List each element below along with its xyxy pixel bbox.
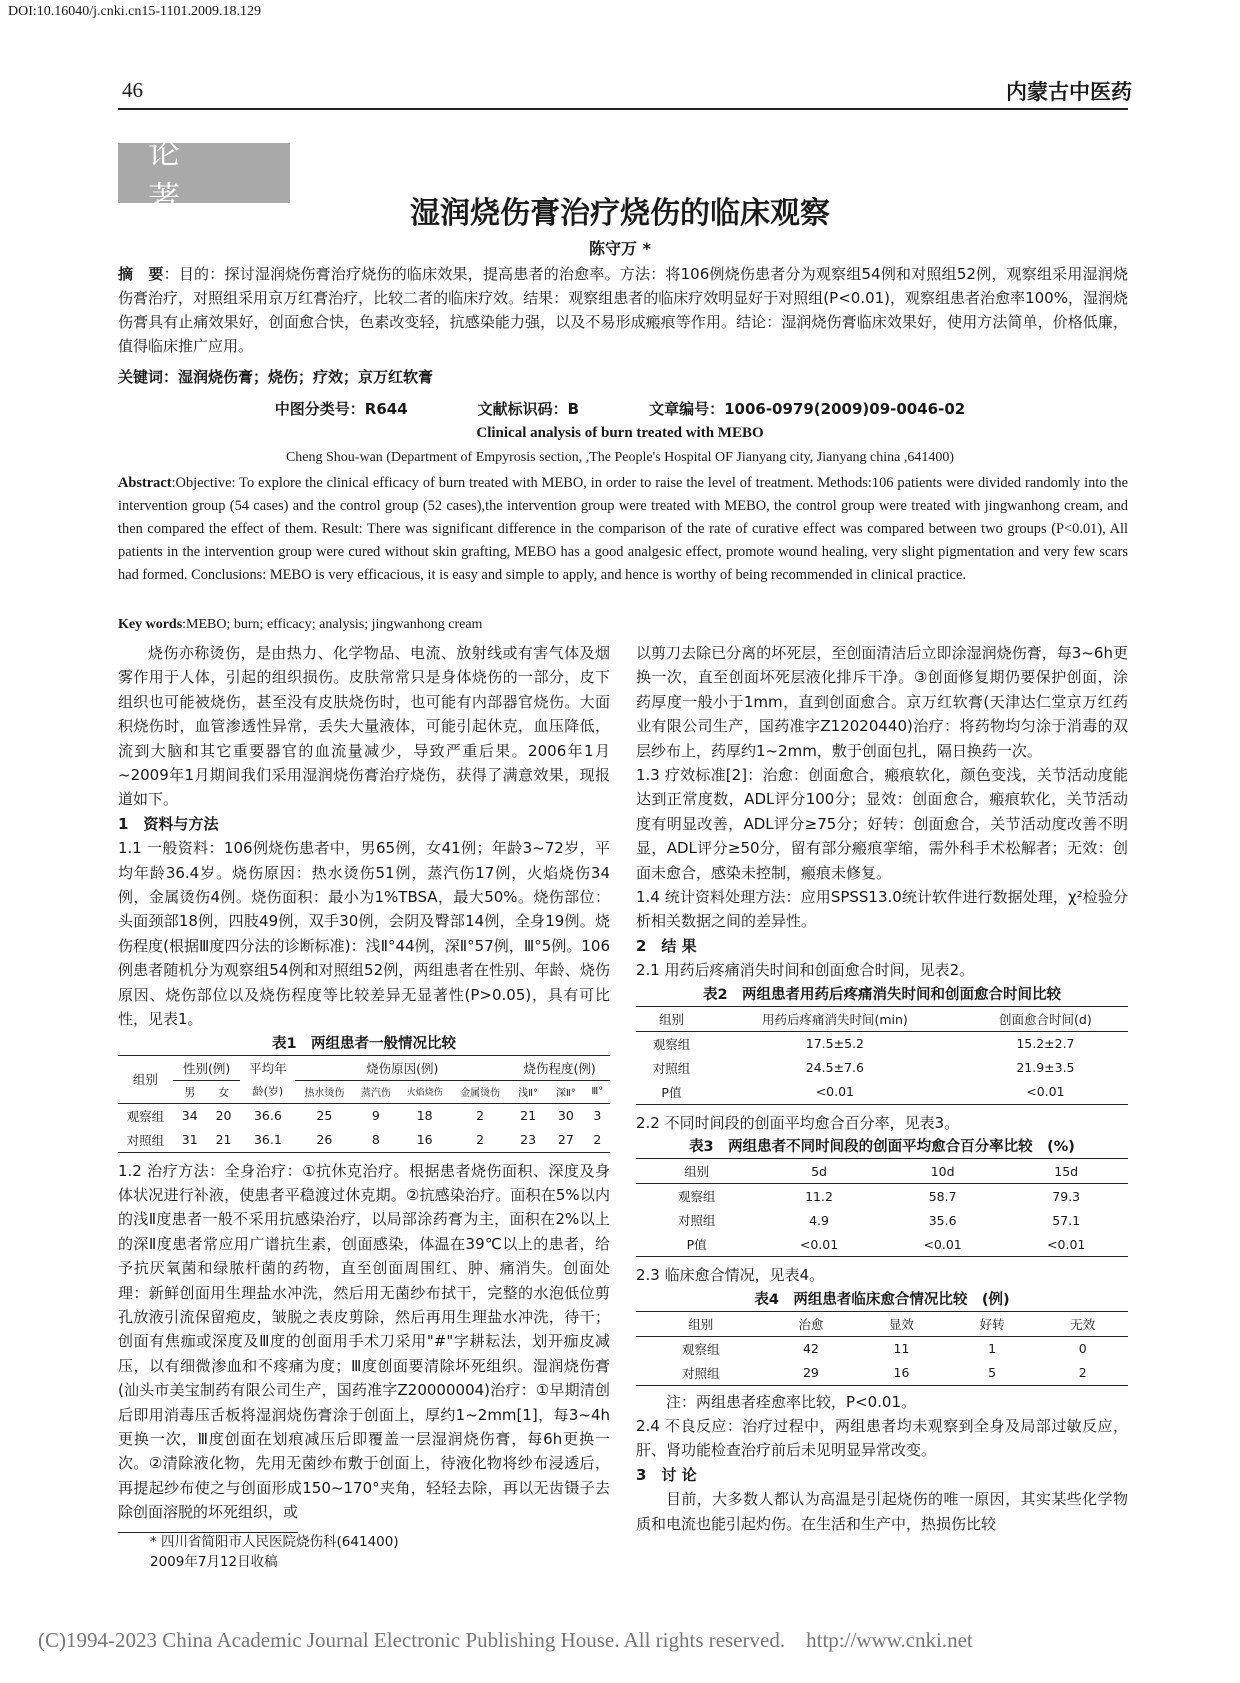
table3-header: 10d xyxy=(930,1163,955,1179)
table2-caption: 表2 两组患者用药后疼痛消失时间和创面愈合时间比较 xyxy=(702,986,1062,1003)
table-cell: 21 xyxy=(215,1132,232,1147)
table1-subheader: 女 xyxy=(218,1085,230,1099)
abstract-cn xyxy=(118,262,1128,358)
table-cell: 2 xyxy=(1078,1365,1087,1380)
table4-header: 显效 xyxy=(888,1316,914,1332)
table-cell: 观察组 xyxy=(677,1189,716,1205)
table2-header: 创面愈合时间(d) xyxy=(999,1011,1092,1027)
author: 陈守万 * xyxy=(589,239,651,258)
table-row xyxy=(636,1361,1128,1386)
english-abstract-text: :Objective: To explore the clinical efficacy of burn treated with MEBO, in order to raise the level of treatment. Methods:106 patients were divided randomly into the intervention group (54 cases) and the control group (52 cases),the intervention group were treated with MEBO, the control group were treated with jingwanhong cream, and then compared the effect of them. Result: There was significant difference in the comparison of the rate of curative effect was compared between two groups (P<0.01), All patients in the intervention group were cured without skin grafting, MEBO has a good analgesic effect, promote wound healing, very slight pigmentation and very few scars had formed. Conclusions: MEBO is very efficacious, it is easy and simple to apply, and hence is worthy of being recommended in clinical practice. xyxy=(118,475,1128,583)
table-cell: P值 xyxy=(661,1084,682,1100)
results-2-3: 2.3 临床愈合情况，见表4。 xyxy=(636,1266,825,1285)
table-cell: 观察组 xyxy=(682,1341,720,1357)
table-cell: 79.3 xyxy=(1052,1188,1081,1204)
discussion-paragraph: 目前，大多数人都认为高温是引起烧伤的唯一原因，其实某些化学物质和电流也能引起灼伤。在生活和生产中，热损伤比较 xyxy=(636,1490,1128,1533)
abstract-text: ：目的：探讨湿润烧伤膏治疗烧伤的临床效果，提高患者的治愈率。方法：将106例烧伤患者分为观察组54例和对照组52例，观察组采用湿润烧伤膏治疗，对照组采用京万红膏治疗，比较二者的临床疗效。结果：观察组患者的临床疗效明显好于对照组(P<0.01)，观察组患者治愈率100%，湿润烧伤膏具有止痛效果好，创面愈合快，色素改变轻，抗感染能力强，以及不易形成瘢痕等作用。结论：湿润烧伤膏临床效果好，使用方法简单，价格低廉，值得临床推广应用。 xyxy=(118,265,1128,355)
table-cell: 25 xyxy=(316,1108,333,1123)
statistics-paragraph: 1.4 统计资料处理方法：应用SPSS13.0统计软件进行数据处理，χ²检验分析相关数据之间的差异性。 xyxy=(636,888,1128,931)
table-cell: 31 xyxy=(181,1132,198,1147)
table-cell: 18 xyxy=(416,1108,433,1123)
table-cell: 2 xyxy=(476,1108,485,1123)
section-label: 论 著 xyxy=(118,143,290,203)
table4 xyxy=(636,1311,1128,1386)
section-3-heading: 3 讨 论 xyxy=(636,1465,697,1484)
table-row xyxy=(636,1080,1128,1105)
article-title: 湿润烧伤膏治疗烧伤的临床观察 xyxy=(410,196,830,231)
table-cell: 4.9 xyxy=(809,1212,829,1228)
table2 xyxy=(636,1006,1128,1105)
table3-header: 5d xyxy=(811,1163,827,1179)
english-abstract-label: Abstract xyxy=(118,475,172,491)
table4-header: 无效 xyxy=(1070,1316,1096,1332)
table-cell: 35.6 xyxy=(928,1212,957,1228)
table3 xyxy=(636,1158,1128,1257)
treatment-paragraph: 1.2 治疗方法：全身治疗：①抗休克治疗。根据患者烧伤面积、深度及身体状况进行补液，使患者平稳渡过休克期。②抗感染治疗。面积在5%以内的浅Ⅱ度患者一般不采用抗感染治疗，以局部涂药膏为主，面积在2%以上的深Ⅱ度患者常应用广谱抗生素，创面感染，体温在39℃以上的患者，给予抗厌氧菌和绿脓杆菌的药物，直至创面周围红、肿、痛消失。创面处理：新鲜创面用生理盐水冲洗，然后用无菌纱布拭干，完整的水泡低位剪孔放液引流保留疱皮，皱脱之表皮剪除，然后再用生理盐水冲洗，待干；创面有焦痂或深度及Ⅲ度的创面用手术刀采用"#"字耕耘法，划开痂皮减压，以有细微渗血和不疼痛为度；Ⅲ度创面要清除坏死组织。湿润烧伤膏(汕头市美宝制药有限公司生产，国药准字Z20000004)治疗：①早期清创后即用消毒压舌板将湿润烧伤膏涂于创面上，厚约1~2mm[1]，每3~4h更换一次，Ⅲ度创面在划痕减压后即覆盖一层湿润烧伤膏，每6h更换一次。②清除液化物，先用无菌纱布敷于创面上，待液化物将纱布浸透后，再提起纱布使之与创面形成150~170°夹角，轻轻去除，再以无齿镊子去除创面溶脱的坏死组织，或 xyxy=(118,1161,610,1522)
table4-header: 组别 xyxy=(688,1316,714,1332)
table4-note: 注：两组患者痊愈率比较，P<0.01。 xyxy=(666,1392,917,1411)
table-cell: 36.1 xyxy=(253,1132,282,1147)
table-row xyxy=(636,1208,1128,1232)
doi-line: DOI:10.16040/j.cnki.cn15-1101.2009.18.129 xyxy=(8,4,262,19)
treatment-continued: 以剪刀去除已分离的坏死层，至创面清洁后立即涂湿润烧伤膏，每3~6h更换一次，直至创面坏死层液化排斥干净。③创面修复期仍要保护创面，涂药厚度一般小于1mm，直到创面愈合。京万红软膏(天津达仁堂京万红药业有限公司生产，国药准字Z12020440)治疗：将药物均匀涂于消毒的双层纱布上，药厚约1~2mm，敷于创面包扎，隔日换药一次。 xyxy=(636,644,1128,760)
table-cell: 观察组 xyxy=(652,1036,691,1052)
english-affiliation: Cheng Shou-wan (Department of Empyrosis section, ,The People's Hospital OF Jianyang city, Jianyang china ,641400) xyxy=(285,450,955,465)
table-cell: 2 xyxy=(476,1132,485,1147)
english-keywords-label: Key words xyxy=(118,617,183,632)
table1-subheader: 蒸汽伤 xyxy=(360,1088,391,1099)
table-cell: 17.5±5.2 xyxy=(805,1036,864,1052)
table-cell: 观察组 xyxy=(126,1108,165,1124)
criteria-paragraph: 1.3 疗效标准[2]：治愈：创面愈合，瘢痕软化，颜色变浅，关节活动度能达到正常度数，ADL评分100分；显效：创面愈合，瘢痕软化，关节活动度有明显改善，ADL评分≥75分；好转：创面愈合，关节活动度改善不明显，ADL评分≥50分，留有部分瘢痕挛缩，需外科手术松解者；无效：创面未愈合，感染未控制，瘢痕未修复。 xyxy=(636,766,1128,882)
copyright-line: (C)1994-2023 China Academic Journal Electronic Publishing House. All rights reserved. http://www.cnki.net xyxy=(38,1628,973,1652)
table-cell: 20 xyxy=(215,1108,232,1123)
table-row xyxy=(636,1056,1128,1080)
abstract-label: 摘 要 xyxy=(118,265,164,283)
table1-subheader: 浅Ⅱ° xyxy=(518,1088,539,1099)
table-cell: <0.01 xyxy=(1047,1236,1086,1252)
table-cell: 57.1 xyxy=(1052,1212,1081,1228)
header-rule xyxy=(118,108,1128,110)
results-2-2: 2.2 不同时间段的创面平均愈合百分率，见表3。 xyxy=(636,1113,960,1132)
table1-header: 烧伤程度(例) xyxy=(509,1055,610,1080)
table1-subheader: 深Ⅱ° xyxy=(555,1088,576,1099)
table-cell: 5 xyxy=(988,1365,997,1380)
table-cell: 0 xyxy=(1078,1341,1087,1356)
table-cell: 30 xyxy=(557,1108,574,1123)
english-title: Clinical analysis of burn treated with MEBO xyxy=(476,425,764,441)
table-cell: 27 xyxy=(557,1132,574,1147)
table-row xyxy=(118,1128,610,1153)
table-cell: 16 xyxy=(416,1132,433,1147)
table-cell: 36.6 xyxy=(253,1108,282,1123)
table-row xyxy=(636,1336,1128,1361)
table-cell: 34 xyxy=(181,1108,198,1123)
footnote-received: 2009年7月12日收稿 xyxy=(150,1554,278,1570)
results-2-4: 2.4 不良反应：治疗过程中，两组患者均未观察到全身及局部过敏反应，肝、肾功能检查治疗前后未见明显异常改变。 xyxy=(636,1416,1128,1460)
table4-header: 好转 xyxy=(979,1316,1005,1332)
table-cell: 11 xyxy=(893,1341,910,1356)
table-cell: 16 xyxy=(893,1365,910,1380)
english-keywords xyxy=(118,617,1128,633)
table-cell: 29 xyxy=(802,1365,819,1380)
table-cell: <0.01 xyxy=(799,1236,839,1252)
table-cell: 2 xyxy=(593,1132,602,1147)
table1-subheader: Ⅲ° xyxy=(591,1086,604,1097)
table1-subheader: 金属烫伤 xyxy=(460,1088,501,1099)
table1-subheader: 男 xyxy=(184,1085,196,1099)
table4-header: 治愈 xyxy=(798,1316,824,1332)
doc-code: 文献标识码：B xyxy=(477,400,580,418)
table-cell: P值 xyxy=(686,1237,707,1253)
table-cell: 26 xyxy=(316,1132,333,1147)
table-cell: 24.5±7.6 xyxy=(805,1060,864,1076)
right-column xyxy=(636,641,1128,1536)
table1-header: 性别(例) xyxy=(173,1055,241,1080)
footnote-affiliation: * 四川省简阳市人民医院烧伤科(641400) xyxy=(150,1534,399,1550)
table1-header: 烧伤原因(例) xyxy=(295,1055,509,1080)
page-number: 46 xyxy=(122,78,143,102)
article-number: 文章编号：1006-0979(2009)09-0046-02 xyxy=(649,400,966,418)
journal-name: 内蒙古中医药 xyxy=(1006,80,1132,104)
english-abstract xyxy=(118,472,1128,587)
class-number: 中图分类号：R644 xyxy=(274,400,408,418)
table3-caption: 表3 两组患者不同时间段的创面平均愈合百分率比较 (%) xyxy=(689,1139,1075,1156)
table-cell: 23 xyxy=(520,1132,537,1147)
table-cell: 42 xyxy=(802,1341,819,1356)
classification-line xyxy=(0,398,1240,419)
table1-header: 平均年 xyxy=(249,1060,287,1076)
table1-header: 组别 xyxy=(118,1055,173,1103)
intro-paragraph: 烧伤亦称烫伤，是由热力、化学物品、电流、放射线或有害气体及烟雾作用于人体，引起的组织损伤。皮肤常常只是身体烧伤的一部分，皮下组织也可能被烧伤，甚至没有皮肤烧伤时，也可能有内部器官烧伤。大面积烧伤时，血管渗透性异常，丢失大量液体，可能引起休克，血压降低，流到大脑和其它重要器官的血流量减少，导致严重后果。2006年1月~2009年1月期间我们采用湿润烧伤膏治疗烧伤，获得了满意效果，现报道如下。 xyxy=(118,644,610,809)
table-cell: 对照组 xyxy=(126,1132,165,1148)
table3-header: 15d xyxy=(1054,1163,1079,1179)
table-cell: <0.01 xyxy=(923,1236,962,1252)
table-cell: 对照组 xyxy=(677,1213,716,1229)
table-row xyxy=(636,1031,1128,1056)
general-data-paragraph: 1.1 一般资料：106例烧伤患者中，男65例，女41例；年龄3~72岁，平均年龄36.4岁。烧伤原因：热水烫伤51例，蒸汽伤17例，火焰烧伤34例，金属烫伤4例。烧伤面积：最小为1%TBSA，最大50%。烧伤部位：头面颈部18例，四肢49例，双手30例，会阴及臀部14例，全身19例。烧伤程度(根据Ⅲ度四分法的诊断标准)：浅Ⅱ°44例，深Ⅱ°57例，Ⅲ°5例。106例患者随机分为观察组54例和对照组52例，两组患者在性别、年龄、烧伤原因、烧伤部位以及烧伤程度等比较差异无显著性(P>0.05)，具有可比性，见表1。 xyxy=(118,839,610,1029)
table-cell: 1 xyxy=(988,1341,997,1356)
table-row xyxy=(118,1103,610,1128)
table-cell: 15.2±2.7 xyxy=(1016,1036,1075,1052)
table-cell: <0.01 xyxy=(815,1084,855,1100)
english-keywords-text: :MEBO; burn; efficacy; analysis; jingwanhong cream xyxy=(182,617,483,632)
section-2-heading: 2 结 果 xyxy=(636,936,697,955)
table2-header: 用药后疼痛消失时间(min) xyxy=(761,1011,908,1027)
table-cell: 11.2 xyxy=(805,1188,833,1204)
table-cell: 58.7 xyxy=(928,1188,957,1204)
table2-header: 组别 xyxy=(658,1011,684,1027)
table-cell: 对照组 xyxy=(652,1060,691,1076)
left-column xyxy=(118,641,610,1525)
table1-subheader: 龄(岁) xyxy=(252,1085,284,1099)
table-cell: 对照组 xyxy=(682,1365,720,1381)
table-cell: 21.9±3.5 xyxy=(1016,1060,1075,1076)
table1-caption: 表1 两组患者一般情况比较 xyxy=(271,1035,457,1052)
table-cell: <0.01 xyxy=(1026,1084,1065,1100)
table-cell: 3 xyxy=(593,1108,602,1123)
table4-caption: 表4 两组患者临床愈合情况比较 (例) xyxy=(754,1291,1010,1308)
table-cell: 9 xyxy=(371,1108,380,1123)
table1 xyxy=(118,1055,610,1153)
table3-header: 组别 xyxy=(684,1164,710,1180)
table-row xyxy=(636,1184,1128,1209)
table-cell: 8 xyxy=(371,1132,380,1147)
table-cell: 21 xyxy=(520,1108,537,1123)
section-1-heading: 1 资料与方法 xyxy=(118,814,219,833)
table1-subheader: 火焰烧伤 xyxy=(406,1088,443,1098)
keywords-cn: 关键词：湿润烧伤膏；烧伤；疗效；京万红软膏 xyxy=(118,368,434,386)
table-row xyxy=(636,1232,1128,1257)
footnote xyxy=(150,1532,399,1572)
table1-subheader: 热水烫伤 xyxy=(304,1088,345,1099)
results-2-1: 2.1 用药后疼痛消失时间和创面愈合时间，见表2。 xyxy=(636,961,975,980)
